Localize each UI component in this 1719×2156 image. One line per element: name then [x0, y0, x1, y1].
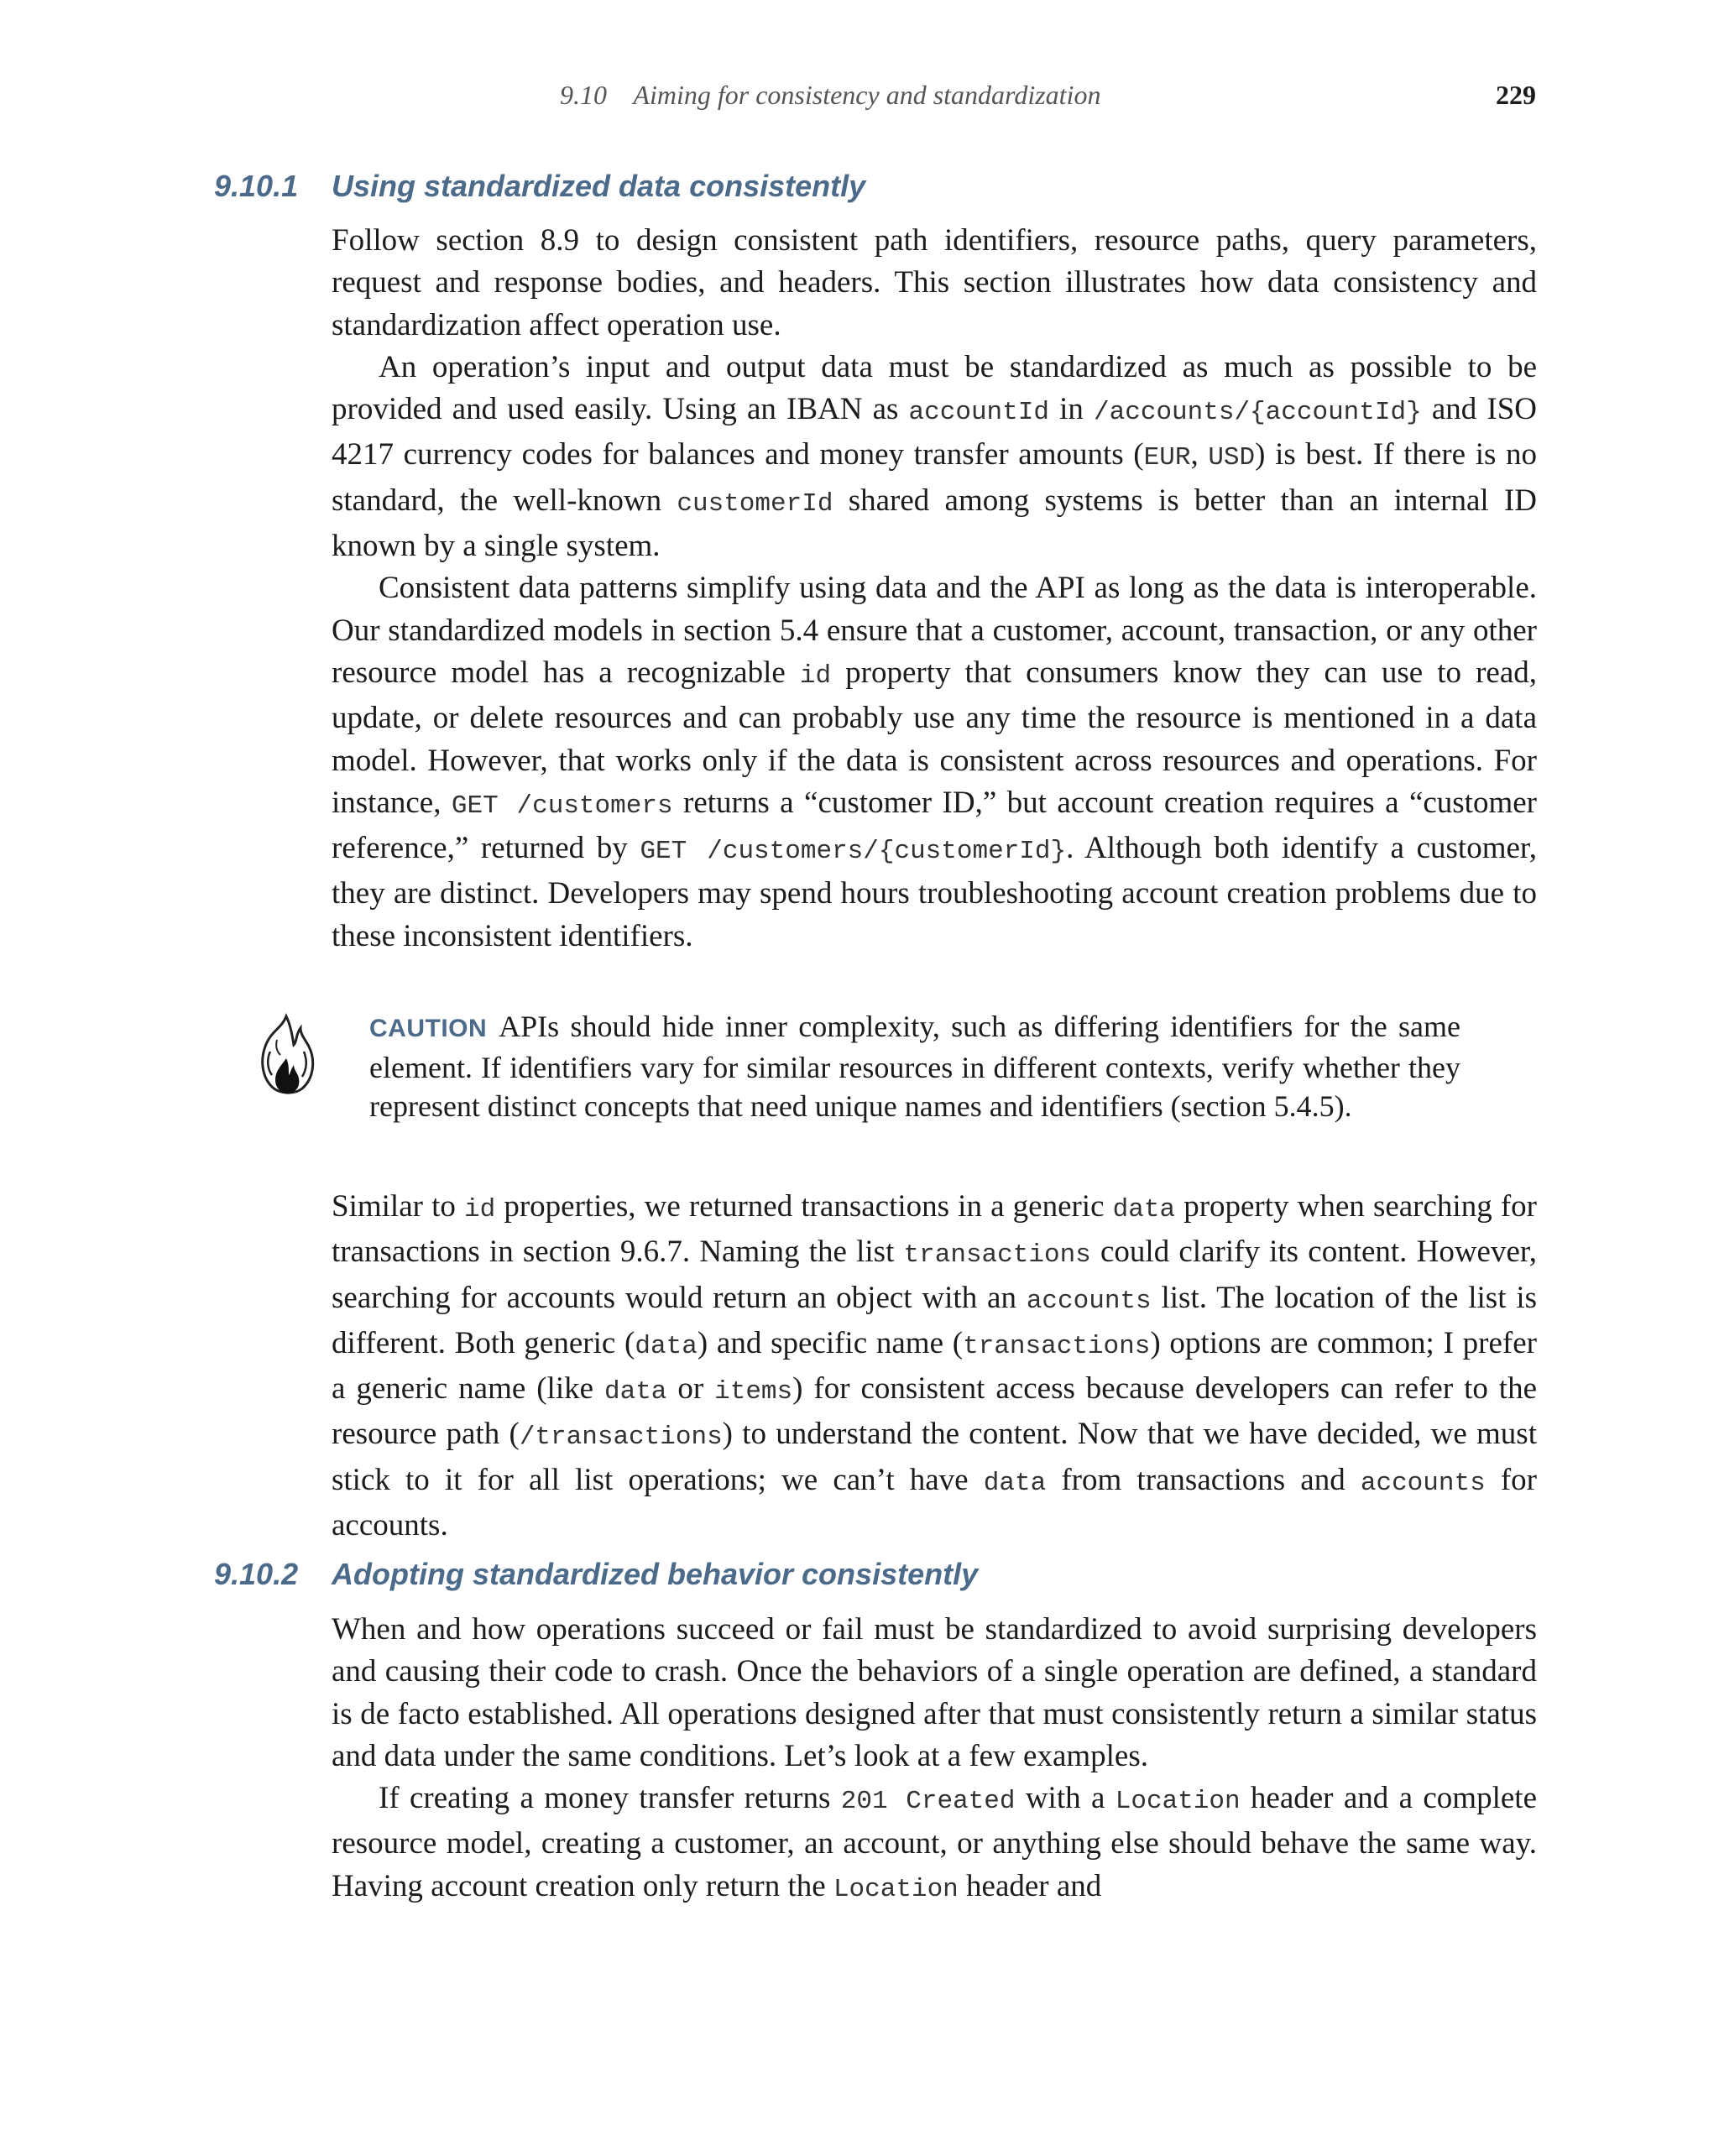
text-run: header and a complete resource model, creating a customer, an account, or anything else should behave the same way. Having account creation only return the: [332, 1781, 1537, 1903]
text-run: shared among systems is better than an internal ID known by a single system.: [332, 483, 1537, 564]
section-2-body: [332, 1609, 1537, 1911]
text-run: When and how operations succeed or fail must be standardized to avoid surprising developers and causing their code to crash. Once the behaviors of a single operation are defined, a standard is de facto established. All operations designed after that must consistently return a similar status and data under the same conditions. Let’s look at a few examples.: [332, 1612, 1537, 1773]
inline-code: data: [603, 1377, 667, 1407]
section-title: Adopting standardized behavior consistently: [332, 1557, 979, 1591]
caution-label: CAUTION: [369, 1015, 488, 1042]
section-1-body: [332, 220, 1537, 958]
inline-code: accounts: [1026, 1286, 1152, 1316]
text-run: header and: [958, 1868, 1102, 1903]
flame-icon: [252, 1010, 321, 1102]
text-run: ) for consistent access because developers can refer to the resource path (: [332, 1371, 1537, 1452]
paragraph: [332, 347, 1537, 567]
text-run: from transactions and: [1046, 1462, 1361, 1497]
inline-code: Location: [833, 1874, 959, 1904]
inline-code: EUR: [1143, 443, 1191, 473]
inline-code: id: [463, 1195, 496, 1224]
inline-code: transactions: [903, 1240, 1091, 1271]
running-title: 9.10 Aiming for consistency and standardization: [560, 80, 1101, 110]
section-1-body-continued: [332, 1186, 1537, 1547]
text-run: ) is best. If there is no standard, the well-known: [332, 437, 1538, 518]
text-run: ) to understand the content. Now that we have decided, we must stick to it for all list operations; we can’t have: [332, 1417, 1537, 1497]
paragraph: [332, 1186, 1537, 1547]
caution-text: [369, 1010, 1460, 1123]
text-run: An operation’s input and output data must be standardized as much as possible to be provided and used easily. Using an IBAN as: [332, 349, 1537, 427]
inline-code: data: [1112, 1195, 1176, 1224]
inline-code: accounts: [1360, 1468, 1486, 1498]
section-heading-9-10-1: [214, 166, 865, 206]
page-number: 229: [1496, 80, 1536, 110]
inline-code: 201 Created: [840, 1787, 1016, 1817]
inline-code: accountId: [908, 398, 1049, 428]
caution-note: [369, 1007, 1460, 1125]
text-run: in: [1048, 392, 1095, 427]
text-run: returns a “customer ID,” but account creation requires a “customer reference,” returned by: [332, 785, 1537, 866]
text-run: APIs should hide inner complexity, such as differing identifiers for the same element. If identifiers vary for similar resources in different contexts, verify whether they represent distinct concepts that need unique names and identifiers (section 5.4.5).: [369, 1010, 1460, 1123]
text-run: ) options are common; I prefer a generic name (like: [332, 1325, 1537, 1407]
running-header: [0, 80, 1719, 117]
text-run: properties, we returned transactions in a generic: [495, 1189, 1113, 1224]
text-run: . Although both identify a customer, they are distinct. Developers may spend hours troubleshooting account creation problems due to these inconsistent identifiers.: [332, 831, 1537, 953]
inline-code: customerId: [677, 488, 833, 519]
inline-code: /transactions: [519, 1423, 723, 1453]
inline-code: items: [714, 1377, 793, 1407]
text-run: property that consumers know they can use to read, update, or delete resources and can probably use any time the resource is mentioned in a data model. However, that works only if the data is consistent across resources and operations. For instance,: [332, 655, 1538, 820]
inline-code: GET /customers: [451, 791, 673, 821]
text-run: with a: [1015, 1781, 1116, 1816]
text-run: could clarify its content. However, searching for accounts would return an object with an: [332, 1235, 1537, 1315]
text-run: If creating a money transfer returns: [379, 1781, 841, 1816]
text-run: Consistent data patterns simplify using data and the API as long as the data is interoperable. Our standardized models in section 5.4 ensure that a customer, account, transaction, or any other resource model has a recognizable: [332, 571, 1537, 690]
section-number: 9.10.2: [214, 1557, 299, 1591]
section-heading-9-10-2: [214, 1554, 978, 1595]
text-run: Similar to: [332, 1189, 464, 1224]
section-number: 9.10.1: [214, 169, 299, 203]
text-run: ) and specific name (: [697, 1325, 964, 1360]
paragraph: [332, 1778, 1537, 1911]
text-run: or: [666, 1371, 715, 1407]
inline-code: USD: [1208, 443, 1256, 473]
inline-code: data: [635, 1331, 698, 1361]
inline-code: data: [983, 1468, 1047, 1498]
inline-code: id: [799, 660, 832, 691]
text-run: for accounts.: [332, 1462, 1537, 1543]
text-run: list. The location of the list is different. Both generic (: [332, 1280, 1538, 1360]
inline-code: transactions: [963, 1331, 1151, 1361]
text-run: and ISO 4217 currency codes for balances and money transfer amounts (: [332, 392, 1538, 472]
inline-code: /accounts/{accountId}: [1094, 398, 1422, 428]
paragraph: [332, 567, 1537, 958]
text-run: property when searching for transactions in section 9.6.7. Naming the list: [332, 1189, 1537, 1270]
text-run: ,: [1190, 437, 1209, 472]
text-run: Follow section 8.9 to design consistent path identifiers, resource paths, query parameters, request and response bodies, and headers. This section illustrates how data consistency and standardization affect operation use.: [332, 223, 1537, 342]
paragraph: [332, 1609, 1537, 1778]
inline-code: GET /customers/{customerId}: [640, 837, 1067, 867]
inline-code: Location: [1115, 1787, 1241, 1817]
paragraph: [332, 220, 1537, 347]
section-title: Using standardized data consistently: [332, 169, 866, 203]
